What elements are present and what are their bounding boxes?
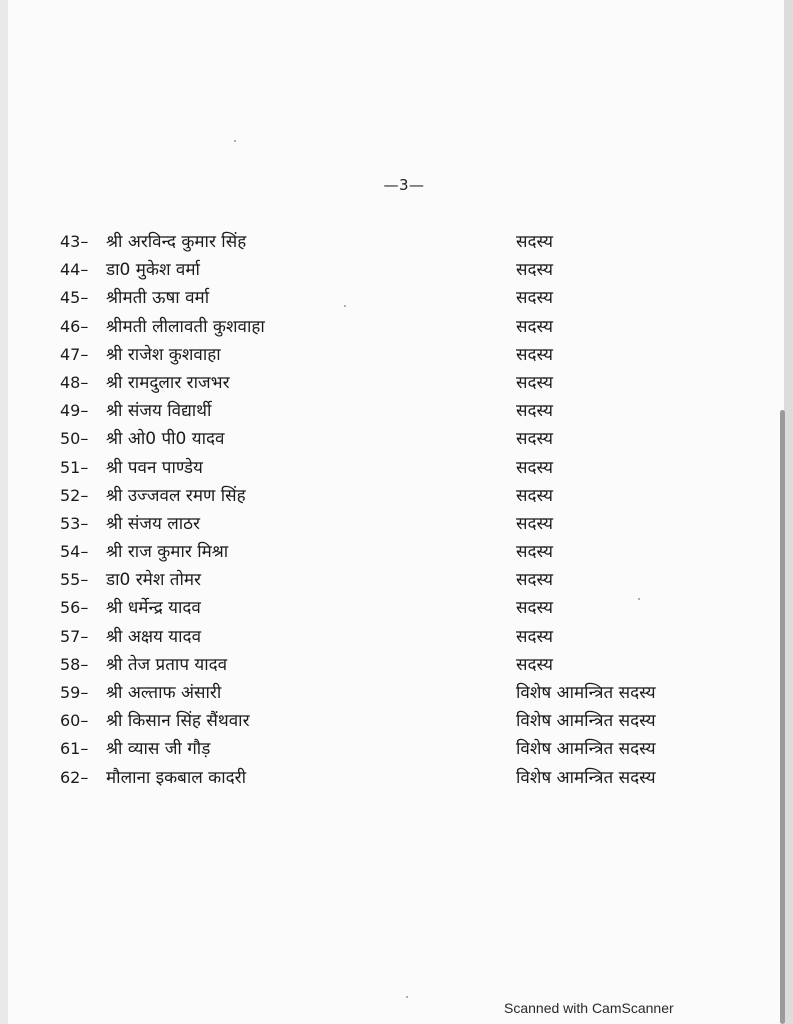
serial-number: 53– xyxy=(60,513,89,533)
list-item xyxy=(8,566,784,594)
serial-number: 57– xyxy=(60,626,89,646)
list-item xyxy=(8,228,784,256)
member-role: विशेष आमन्त्रित सदस्य xyxy=(516,739,656,760)
member-name: श्री राजेश कुशवाहा xyxy=(106,344,221,365)
member-name: श्री अल्ताफ अंसारी xyxy=(106,683,222,703)
member-role: सदस्य xyxy=(516,570,553,591)
member-role: सदस्य xyxy=(516,260,553,281)
serial-number: 61– xyxy=(60,739,89,759)
member-role: सदस्य xyxy=(516,232,553,252)
scan-speck xyxy=(234,140,236,142)
serial-number: 46– xyxy=(60,316,89,336)
member-role: सदस्य xyxy=(516,626,553,647)
list-item xyxy=(8,623,784,651)
member-name: डा0 रमेश तोमर xyxy=(106,570,202,591)
member-name: श्री अक्षय यादव xyxy=(106,626,202,647)
list-item xyxy=(8,369,784,397)
member-name: श्रीमती ऊषा वर्मा xyxy=(106,288,210,309)
list-item xyxy=(8,707,784,735)
serial-number: 50– xyxy=(60,429,89,449)
member-name: श्री रामदुलार राजभर xyxy=(106,372,230,393)
scan-speck xyxy=(344,305,346,307)
serial-number: 43– xyxy=(60,232,89,251)
list-item xyxy=(8,651,784,679)
member-role: विशेष आमन्त्रित सदस्य xyxy=(516,767,656,788)
member-name: डा0 मुकेश वर्मा xyxy=(106,260,200,281)
list-item xyxy=(8,735,784,763)
member-role: सदस्य xyxy=(516,485,553,506)
member-name: मौलाना इकबाल कादरी xyxy=(106,767,247,788)
serial-number: 55– xyxy=(60,570,89,590)
list-item xyxy=(8,397,784,425)
scan-speck xyxy=(638,598,640,600)
scrollbar[interactable] xyxy=(780,410,785,1024)
list-item xyxy=(8,256,784,284)
scan-speck xyxy=(406,996,408,998)
serial-number: 54– xyxy=(60,542,89,562)
list-item xyxy=(8,454,784,482)
serial-number: 49– xyxy=(60,401,89,421)
member-name: श्रीमती लीलावती कुशवाहा xyxy=(106,316,265,337)
serial-number: 48– xyxy=(60,372,89,392)
scanned-page xyxy=(8,0,784,1024)
member-role: सदस्य xyxy=(516,316,553,337)
serial-number: 52– xyxy=(60,485,89,505)
list-item xyxy=(8,538,784,566)
serial-number: 44– xyxy=(60,260,89,280)
list-item xyxy=(8,313,784,341)
list-item xyxy=(8,425,784,453)
member-name: श्री उज्जवल रमण सिंह xyxy=(106,485,246,506)
list-item xyxy=(8,679,784,707)
member-name: श्री संजय लाठर xyxy=(106,513,200,534)
member-name: श्री अरविन्द कुमार सिंह xyxy=(106,232,247,252)
member-role: विशेष आमन्त्रित सदस्य xyxy=(516,711,656,732)
member-role: सदस्य xyxy=(516,344,553,365)
member-role: सदस्य xyxy=(516,654,553,675)
page-number: —3— xyxy=(383,176,425,194)
member-name: श्री धर्मेन्द्र यादव xyxy=(106,598,201,619)
serial-number: 51– xyxy=(60,457,89,477)
serial-number: 58– xyxy=(60,654,89,674)
member-role: सदस्य xyxy=(516,598,553,619)
serial-number: 59– xyxy=(60,683,89,702)
member-name: श्री ओ0 पी0 यादव xyxy=(106,429,225,450)
member-role: सदस्य xyxy=(516,542,553,563)
member-name: श्री राज कुमार मिश्रा xyxy=(106,542,229,563)
member-name: श्री संजय विद्यार्थी xyxy=(106,401,212,422)
list-item xyxy=(8,764,784,792)
list-item xyxy=(8,510,784,538)
member-name: श्री व्यास जी गौड़ xyxy=(106,739,211,760)
member-name: श्री किसान सिंह सैंथवार xyxy=(106,711,250,732)
member-role: सदस्य xyxy=(516,288,553,309)
member-name: श्री पवन पाण्डेय xyxy=(106,457,203,478)
serial-number: 45– xyxy=(60,288,89,308)
serial-number: 62– xyxy=(60,767,89,787)
member-role: सदस्य xyxy=(516,401,553,422)
page-edge xyxy=(784,0,793,1024)
member-list xyxy=(8,228,784,792)
serial-number: 56– xyxy=(60,598,89,618)
member-role: सदस्य xyxy=(516,457,553,478)
member-role: सदस्य xyxy=(516,429,553,450)
serial-number: 47– xyxy=(60,344,89,364)
list-item xyxy=(8,482,784,510)
member-role: सदस्य xyxy=(516,513,553,534)
member-role: सदस्य xyxy=(516,372,553,393)
list-item xyxy=(8,594,784,622)
list-item xyxy=(8,284,784,312)
member-name: श्री तेज प्रताप यादव xyxy=(106,654,228,675)
list-item xyxy=(8,341,784,369)
member-role: विशेष आमन्त्रित सदस्य xyxy=(516,683,656,703)
camscanner-watermark: Scanned with CamScanner xyxy=(504,1000,674,1016)
serial-number: 60– xyxy=(60,711,89,731)
